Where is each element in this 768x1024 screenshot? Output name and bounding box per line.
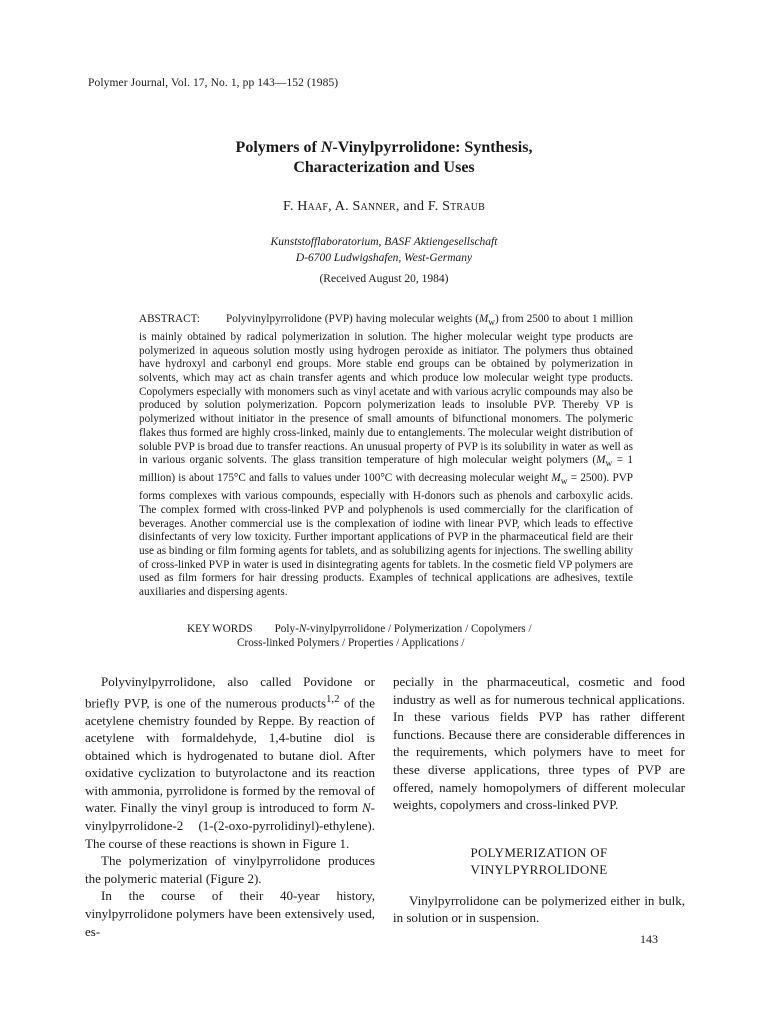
affiliation-line-2: D-6700 Ludwigshafen, West-Germany [295, 252, 473, 264]
page-number: 143 [640, 932, 658, 946]
abstract-label: ABSTRACT: [139, 313, 200, 325]
paragraph: In the course of their 40-year history, vinylpyrrolidone polymers have been extensively used, es- [85, 888, 375, 939]
title-line-1: Polymers of N-Vinylpyrrolidone: Synthesis, [235, 139, 533, 156]
body-column-right [393, 673, 685, 927]
paragraph: The polymerization of vinylpyrrolidone produces the polymeric material (Figure 2). [85, 853, 375, 886]
article-title [0, 138, 768, 178]
keywords-line-2: Cross-linked Polymers / Properties / Applications / [237, 637, 465, 649]
received-date: (Received August 20, 1984) [319, 273, 449, 285]
paragraph: Vinylpyrrolidone can be polymerized either in bulk, in solution or in suspension. [393, 892, 685, 926]
title-line-2: Characterization and Uses [293, 159, 475, 176]
body-column-left [85, 673, 375, 940]
author-list: F. Haaf, A. Sanner, and F. Straub [282, 199, 486, 214]
keywords: KEY WORDS Poly-N-vinylpyrrolidone / Polymerization / Copolymers / Cross-linked Polymers / Properties / Applications / [187, 622, 627, 650]
affiliation [0, 234, 768, 266]
keywords-label: KEY WORDS [187, 623, 253, 635]
paragraph: Polyvinylpyrrolidone, also called Povidone or briefly PVP, is one of the numerous products$^{1,2}$ of the acetylene chemistry founded by Reppe. By reaction of acetylene with formaldehyde, 1,4-butine diol is obtained which is hydrogenated to butane diol. After oxidative cyclization to butyrolactone and its reaction with ammonia, pyrrolidone is formed by the removal of water. Finally the vinyl group is introduced to form N-vinylpyrrolidone-2 (1-(2-oxo-pyrrolidinyl)-ethylene). The course of these reactions is shown in Figure 1. [85, 674, 375, 851]
paragraph: pecially in the pharmaceutical, cosmetic and food industry as well as for numerous technical applications. In these various fields PVP has rather different functions. Because there are considerable differences in the requirements, which polymers have to meet for these diverse applications, three types of PVP are offered, namely homopolymers of different molecular weights, copolymers and cross-linked PVP. [393, 674, 685, 813]
journal-citation: Polymer Journal, Vol. 17, No. 1, pp 143—152 (1985) [88, 77, 339, 89]
abstract: ABSTRACT: Polyvinylpyrrolidone (PVP) having molecular weights $(M_w)$ from 2500 to about 1 million is mainly obtained by radical polymerization in solution. The higher molecular weight type products are polymerized in aqueous solution mostly using hydrogen peroxide as initiator. The polymers thus obtained have hydroxyl and carbonyl end groups. More stable end groups can be obtained by polymerization in solvents, which may act as chain transfer agents and which produce low molecular weight type products. Copolymers especially with monomers such as vinyl acetate and with various acrylic compounds may also be produced by solution polymerization. Popcorn polymerization leads to insoluble PVP. Thereby VP is polymerized without initiator in the presence of small amounts of bifunctional monomers. The polymeric flakes thus formed are highly cross-linked, mainly due to entanglements. The molecular weight distribution of soluble PVP is broad due to transfer reactions. An unusual property of PVP is its solubility in water as well as in various organic solvents. The glass transition temperature of high molecular weight polymers ($M_w = 1$ million) is about 175°C and falls to values under 100°C with decreasing molecular weight $M_w = 2500$). PVP forms complexes with various compounds, especially with H-donors such as phenols and carboxylic acids. The complex formed with cross-linked PVP and polyphenols is used commercially for the clarification of beverages. Another commercial use is the complexation of iodine with linear PVP, which leads to effective disinfectants of very low toxicity. Further important applications of PVP in the pharmaceutical field are their use as binding or film forming agents for tablets, and as solubilizing agents for injections. The swelling ability of cross-linked PVP in water is used in disintegrating agents for tablets. In the cosmetic field VP polymers are used as film formers for hair dressing products. Examples of technical applications are adhesives, textile auxiliaries and dispersing agents. [139, 313, 634, 599]
section-heading: POLYMERIZATION OF VINYLPYRROLIDONE [470, 844, 608, 877]
affiliation-line-1: Kunststofflaboratorium, BASF Aktiengesellschaft [270, 236, 498, 248]
